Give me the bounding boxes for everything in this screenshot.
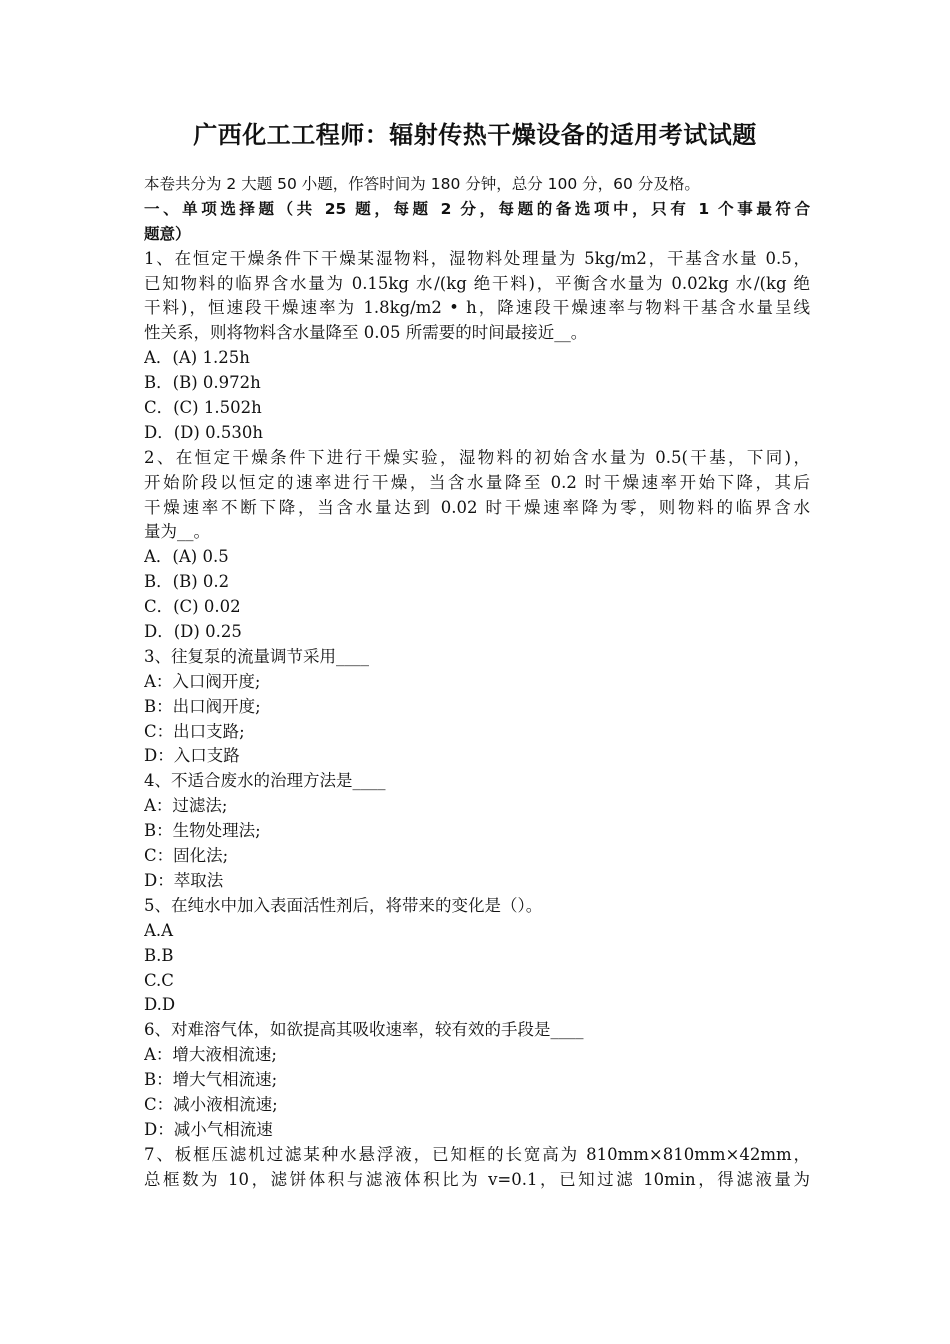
question-5 bbox=[144, 894, 810, 1018]
answer-option: D：入口支路 bbox=[144, 746, 240, 766]
question-text-line: 总框数为 10，滤饼体积与滤液体积比为 v=0.1，已知过滤 10min，得滤液量为 bbox=[144, 1169, 810, 1189]
answer-option: C．(C) 1.502h bbox=[144, 398, 262, 418]
question-text-line: 1、在恒定干燥条件下干燥某湿物料，湿物料处理量为 5kg/m2，干基含水量 0.5， bbox=[144, 248, 810, 268]
exam-intro: 本卷共分为 2 大题 50 小题，作答时间为 180 分钟，总分 100 分，60 分及格。 bbox=[144, 175, 700, 193]
section-heading: 一、单项选择题（共 25 题，每题 2 分，每题的备选项中，只有 1 个事最符合 bbox=[144, 199, 810, 218]
answer-option: C：减小液相流速; bbox=[144, 1094, 278, 1114]
question-text-line: 已知物料的临界含水量为 0.15kg 水/(kg 绝干料)，平衡含水量为 0.02kg 水/(kg 绝 bbox=[144, 273, 810, 293]
answer-option: B．(B) 0.972h bbox=[144, 373, 261, 393]
question-7 bbox=[144, 1143, 810, 1193]
question-text-line: 5、在纯水中加入表面活性剂后，将带来的变化是（）。 bbox=[144, 895, 543, 915]
answer-option: B：增大气相流速; bbox=[144, 1070, 278, 1090]
answer-option: A．(A) 0.5 bbox=[144, 547, 229, 567]
document-title: 广西化工工程师：辐射传热干燥设备的适用考试试题 bbox=[193, 121, 757, 149]
section-heading-cont: 题意） bbox=[144, 224, 191, 243]
answer-option: C：出口支路; bbox=[144, 721, 245, 741]
question-text-line: 3、往复泵的流量调节采用____ bbox=[144, 646, 369, 666]
question-text-line: 开始阶段以恒定的速率进行干燥，当含水量降至 0.2 时干燥速率开始下降，其后 bbox=[144, 472, 810, 492]
answer-option: D：萃取法 bbox=[144, 870, 224, 890]
question-3 bbox=[144, 645, 810, 769]
answer-option: A．(A) 1.25h bbox=[144, 348, 250, 368]
question-4 bbox=[144, 769, 810, 893]
answer-option: A：过滤法; bbox=[144, 796, 228, 816]
question-text-line: 性关系，则将物料含水量降至 0.05 所需要的时间最接近__。 bbox=[144, 323, 588, 343]
question-1 bbox=[144, 247, 810, 446]
document-body bbox=[144, 172, 810, 1193]
question-text-line: 4、不适合废水的治理方法是____ bbox=[144, 771, 386, 791]
question-6 bbox=[144, 1018, 810, 1142]
answer-option: D.D bbox=[144, 995, 176, 1015]
question-text-line: 干燥速率不断下降，当含水量达到 0.02 时干燥速率降为零，则物料的临界含水 bbox=[144, 497, 810, 517]
answer-option: D．(D) 0.530h bbox=[144, 422, 263, 442]
answer-option: B.B bbox=[144, 945, 174, 965]
answer-option: C．(C) 0.02 bbox=[144, 597, 241, 617]
answer-option: B．(B) 0.2 bbox=[144, 572, 230, 592]
question-text-line: 7、板框压滤机过滤某种水悬浮液，已知框的长宽高为 810mm×810mm×42mm， bbox=[144, 1144, 810, 1164]
question-text-line: 6、对难溶气体，如欲提高其吸收速率，较有效的手段是____ bbox=[144, 1020, 584, 1040]
answer-option: A.A bbox=[144, 920, 174, 940]
answer-option: C：固化法; bbox=[144, 846, 229, 866]
answer-option: D．(D) 0.25 bbox=[144, 622, 242, 642]
answer-option: B：生物处理法; bbox=[144, 821, 261, 841]
answer-option: C.C bbox=[144, 970, 174, 990]
question-text-line: 2、在恒定干燥条件下进行干燥实验，湿物料的初始含水量为 0.5(干基，下同)， bbox=[144, 447, 810, 467]
answer-option: A：入口阀开度; bbox=[144, 671, 261, 691]
question-text-line: 干料)，恒速段干燥速率为 1.8kg/m2 • h，降速段干燥速率与物料干基含水量呈线 bbox=[144, 298, 810, 318]
question-text-line: 量为__。 bbox=[144, 522, 210, 542]
answer-option: A：增大液相流速; bbox=[144, 1045, 277, 1065]
question-2 bbox=[144, 446, 810, 645]
answer-option: B：出口阀开度; bbox=[144, 696, 261, 716]
answer-option: D：减小气相流速 bbox=[144, 1119, 273, 1139]
